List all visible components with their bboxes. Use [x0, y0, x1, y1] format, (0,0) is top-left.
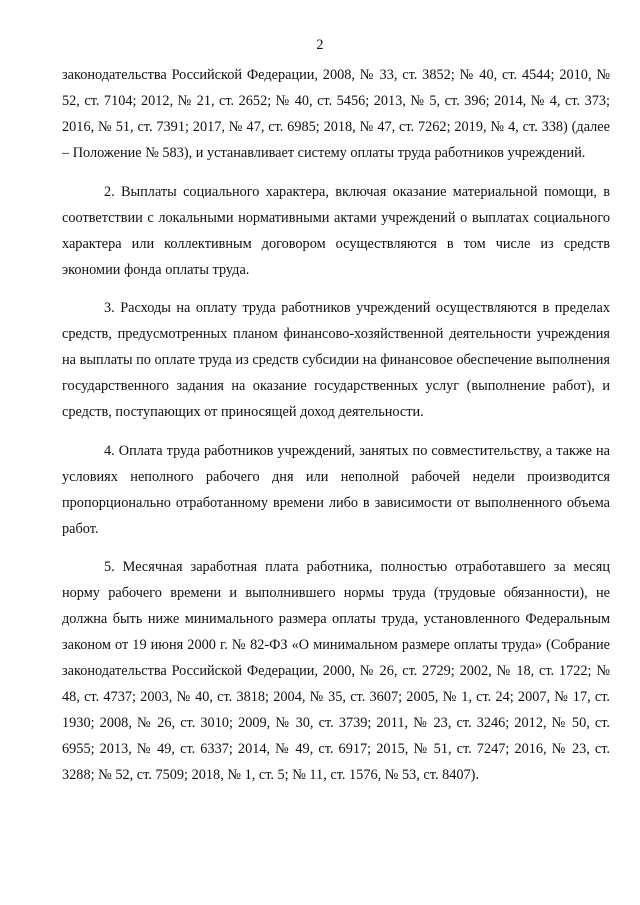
document-body: [62, 62, 610, 788]
paragraph-4: 4. Оплата труда работников учреждений, занятых по совместительству, а также на условиях неполного рабочего дня или неполной рабочей недели производится пропорционально отработанному времени либо в зависимости от выполненного объема работ.: [62, 442, 610, 537]
paragraph-5: 5. Месячная заработная плата работника, полностью отработавшего за месяц норму рабочего времени и выполнившего нормы труда (трудовые обязанности), не должна быть ниже минимального размера оплаты труда, установленного Федеральным законом от 19 июня 2000 г. № 82-ФЗ «О минимальном размере оплаты труда» (Собрание законодательства Российской Федерации, 2000, № 26, ст. 2729; 2002, № 18, ст. 1722; № 48, ст. 4737; 2003, № 40, ст. 3818; 2004, № 35, ст. 3607; 2005, № 1, ст. 24; 2007, № 17, ст. 1930; 2008, № 26, ст. 3010; 2009, № 30, ст. 3739; 2011, № 23, ст. 3246; 2012, № 50, ст. 6955; 2013, № 49, ст. 6337; 2014, № 49, ст. 6917; 2015, № 51, ст. 7247; 2016, № 23, ст. 3288; № 52, ст. 7509; 2018, № 1, ст. 5; № 11, ст. 1576, № 53, ст. 8407).: [62, 559, 610, 783]
paragraph-continuation: законодательства Российской Федерации, 2008, № 33, ст. 3852; № 40, ст. 4544; 2010, № 52, ст. 7104; 2012, № 21, ст. 2652; № 40, ст. 5456; 2013, № 5, ст. 396; 2014, № 4, ст. 373; 2016, № 51, ст. 7391; 2017, № 47, ст. 6985; 2018, № 47, ст. 7262; 2019, № 4, ст. 338) (далее – Положение № 583), и устанавливает систему оплаты труда работников учреждений.: [62, 67, 610, 161]
paragraph-3: 3. Расходы на оплату труда работников учреждений осуществляются в пределах средств, предусмотренных планом финансово-хозяйственной деятельности учреждения на выплаты по оплате труда из средств субсидии на финансовое обеспечение выполнения государственного задания на оказание государственных услуг (выполнение работ), и средств, поступающих от приносящей доход деятельности.: [62, 300, 610, 420]
page-number: 2: [316, 37, 324, 53]
paragraph-2: 2. Выплаты социального характера, включая оказание материальной помощи, в соответствии с локальными нормативными актами учреждений о выплатах социального характера или коллективным договором осуществляются в том числе из средств экономии фонда оплаты труда.: [62, 183, 610, 278]
